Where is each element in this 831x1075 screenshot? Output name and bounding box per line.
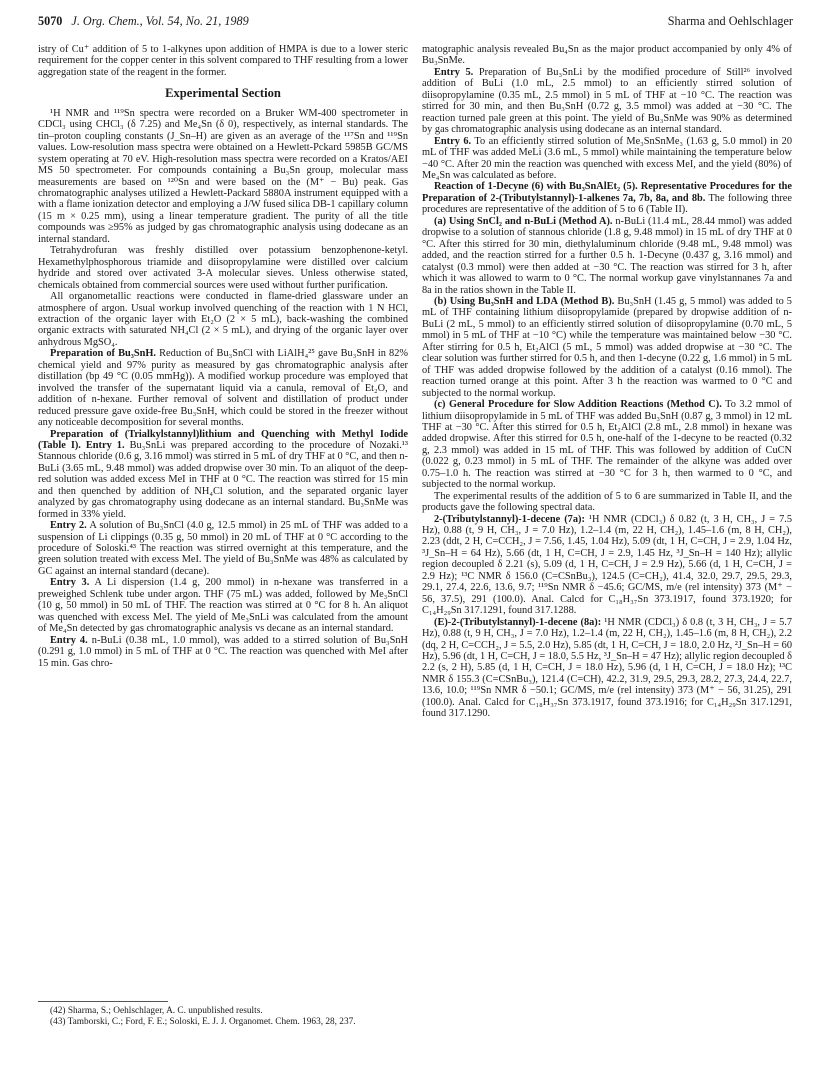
entry2-lead: Entry 2. [50, 520, 87, 532]
organometallic-paragraph: All organometallic reactions were conducted in flame-dried glassware under an atmosphere of argon. Usual workup involved quenching of the reaction with 1 N HCl, extraction of the organic layer with Et₂O (2 × 5 mL), back-washing the combined organic extracts with saturated NH₄Cl (2 × 5 mL), and drying of the organic layer over anhydrous MgSO₄. [38, 291, 408, 348]
method-a-lead: (a) Using SnCl₂ and n-BuLi (Method A). [434, 215, 613, 227]
entry3-paragraph [38, 577, 408, 634]
entry4-paragraph [38, 635, 408, 669]
entry3-lead: Entry 3. [50, 577, 90, 589]
compound-7a-lead: 2-(Tributylstannyl)-1-decene (7a): [434, 513, 585, 525]
method-a-paragraph [422, 216, 792, 296]
header-left [38, 14, 249, 29]
prep-bu3snh-paragraph [38, 348, 408, 428]
compound-8a-paragraph [422, 617, 792, 720]
journal-citation: J. Org. Chem., Vol. 54, No. 21, 1989 [71, 14, 249, 28]
footnote-43: (43) Tamborski, C.; Ford, F. E.; Soloski, E. J. J. Organomet. Chem. 1963, 28, 237. [50, 1016, 356, 1027]
entry1-paragraph [38, 429, 408, 521]
compound-7a-body: ¹H NMR (CDCl₃) δ 0.82 (t, 3 H, CH₃, J = 7.5 Hz), 0.88 (t, 9 H, CH₃, J = 7.0 Hz), 1.2–1.4 (m, 22 H, CH₂), 1.45–1.6 (m, 8 H, CH₂), 2.23 (ddt, 2 H, C=CCH₂, J = 7.56, 1.45, 1.04 Hz), 5.09 (dt, 1 H, C=CH, J = 2.9, 1.04 Hz, ³J_Sn–H = 64 Hz), 5.66 (dt, 1 H, C=CH, J = 2.9, 1.45 Hz, ³J_Sn–H = 140 Hz); allylic region decoupled δ 2.21 (s), 5.09 (d, 1 H, C=CH, J = 2.9 Hz), 5.66 (d, 1 H, C=CH, J = 2.9 Hz); ¹³C NMR δ 156.0 (C=CSnBu₃), 124.5 (C=CH₂), 41.4, 32.0, 29.7, 29.5, 29.3, 29.1, 27.4, 22.6, 13.6, 9.7; ¹¹⁹Sn NMR δ −45.6; GC/MS, m/e (rel intensity) 373 (M⁺ − 56, 37.5), 291 (100.0). Anal. Calcd for C₁₈H₃₇Sn 373.1917, found 373.1920; for C₁₄H₂₉Sn 317.1291, found 317.1288. [422, 513, 792, 617]
footnotes [38, 1001, 408, 1027]
entry6-paragraph [422, 136, 792, 182]
thf-paragraph: Tetrahydrofuran was freshly distilled over potassium benzophenone-ketyl. Hexamethylphosphorous triamide and diisopropylamine were distilled over calcium hydride and stored over activated 3-A molecular sieves. Unless otherwise stated, chemicals obtained from commercial sources were used without further purification. [38, 245, 408, 291]
prep-bu3snh-body: Reduction of Bu₃SnCl with LiAlH₄²⁵ gave Bu₃SnH in 82% chemical yield and 97% purity as measured by gas chromatographic analysis after distillation (bp 49 °C (0.05 mmHg)). A modified workup procedure was employed that involved the transfer of the supernatant liquid via a canula, removal of Et₂O, and addition of n-hexane. Further removal of solvent and distillation of product under reduced pressure gave oxide-free Bu₃SnH, which could be stored in the freezer without any noticeable decomposition for several months. [38, 348, 408, 429]
right-column [422, 44, 792, 1069]
entry2-paragraph [38, 520, 408, 577]
left-column [38, 44, 408, 1034]
nmr-paragraph: ¹H NMR and ¹¹⁹Sn spectra were recorded on a Bruker WM-400 spectrometer in CDCl₃ using CHCl₃ (δ 7.25) and Me₄Sn (δ 0), respectively, as internal standards. The tin–proton coupling constants (J_Sn–H) are given as an average of the ¹¹⁷Sn and ¹¹⁹Sn values. Low-resolution mass spectra were obtained on a Hewlett-Pckard 5985B GC/MS system operating at 70 eV. High-resolution mass spectra were recorded on a Kratos/AEI MS 50 spectrometer. For compounds containing a Bu₃Sn group, molecular mass measurements are based on ¹²⁰Sn and were based on the (M⁺ − Bu) peak. Gas chromatographic analyses utilized a Hewlett-Packard 5880A instrument equipped with a with a flame ionization detector and employing a J/W fused silica DB-1 capillary column (15 m × 0.25 mm), using a linear temperature gradient. The purity of all the title compounds was ≥95% as judged by gas chromatographic analysis using dodecane as an internal standard. [38, 107, 408, 245]
footnote-rule [38, 1001, 168, 1002]
intro-paragraph: istry of Cu⁺ addition of 5 to 1-alkynes upon addition of HMPA is due to a lower steric requirement for the copper center in this solvent compared to THF resulting from a lower aggregation state of the reagent in the former. [38, 44, 408, 78]
method-b-paragraph [422, 296, 792, 399]
method-c-lead: (c) General Procedure for Slow Addition Reactions (Method C). [434, 399, 722, 411]
footnote-42: (42) Sharma, S.; Oehlschlager, A. C. unpublished results. [50, 1006, 263, 1016]
compound-8a-lead: (E)-2-(Tributylstannyl)-1-decene (8a): [434, 616, 602, 628]
page-number: 5070 [38, 14, 63, 28]
entry4-body: n-BuLi (0.38 mL, 1.0 mmol), was added to a stirred solution of Bu₃SnH (0.291 g, 1.0 mmol) in 5 mL of THF at 0 °C. The reaction was quenched with MeI after 15 min. Gas chro- [38, 634, 409, 669]
entry2-body: A solution of Bu₃SnCl (4.0 g, 12.5 mmol) in 25 mL of THF was added to a suspension of Li clippings (0.35 g, 50 mmol) in 20 mL of THF at 0 °C according to the procedure of Soloski.⁴³ The reaction was stirred overnight at this temperature, and the green solution treated with excess MeI. The yield of Bu₃SnMe was 48% as calculated by GC against an internal standard (decane). [38, 520, 409, 577]
compound-8a-body: ¹H NMR (CDCl₃) δ 0.8 (t, 3 H, CH₃, J = 5.7 Hz), 0.88 (t, 9 H, CH₃, J = 7.0 Hz), 1.2–1.4 (m, 22 H, CH₂), 1.45–1.6 (m, 8 H, CH₂), 2.2 (dq, 2 H, C=CCH₂, J = 5.5, 2.0 Hz), 5.85 (dt, 1 H, C=CH, J = 18.0, 2.0 Hz, ²J_Sn–H = 60 Hz), 5.96 (dt, 1 H, C=CH, J = 18.0, 5.5 Hz, ³J_Sn–H = 47 Hz); allylic region decoupled δ 2.2 (s, 2 H), 5.85 (d, 1 H, C=CH, J = 18.0 Hz), 5.96 (d, 1 H, C=CH, J = 18.0 Hz); ¹³C NMR δ 155.3 (C=CSnBu₃), 121.4 (C=CH), 42.2, 31.9, 29.5, 29.3, 28.2, 27.3, 24.4, 22.7, 13.6, 10.0; ¹¹⁹Sn NMR δ −50.1; GC/MS, m/e (rel intensity) 373 (M⁺ − 56, 31.25), 291 (100.0). Anal. Calcd for C₁₈H₃₇Sn 373.1917, found 373.1916; for C₁₄H₂₉Sn 317.1291, found 317.1290. [422, 616, 792, 720]
section-title: Experimental Section [165, 86, 281, 101]
entry5-paragraph [422, 67, 792, 136]
entry1-lead: Preparation of (Trialkylstannyl)lithium and Quenching with Methyl Iodide (Table I). Entry 1. [38, 428, 408, 451]
method-c-paragraph [422, 399, 792, 491]
method-b-lead: (b) Using Bu₃SnH and LDA (Method B). [434, 295, 615, 307]
results-paragraph: The experimental results of the addition of 5 to 6 are summarized in Table II, and the products gave the following spectral data. [422, 490, 792, 514]
entry5-body: Preparation of Bu₃SnLi by the modified procedure of Still²⁶ involved addition of BuLi (1.0 mL, 2.5 mmol) to an efficiently stirred solution of diisopropylamine (0.35 mL, 2.5 mmol) in 5 mL of THF at −10 °C. The reaction was stirred for 30 min, and then Bu₃SnH (0.72 g, 3.5 mmol) was added at −30 °C. The reaction turned pale green at this point. The yield of Bu₃SnMe was 90% as determined by gas chromatographic analysis using dodecane as an internal standard. [422, 66, 793, 136]
entry6-lead: Entry 6. [434, 135, 472, 147]
compound-7a-paragraph [422, 514, 792, 617]
entry5-lead: Entry 5. [434, 66, 474, 78]
method-b-body: Bu₃SnH (1.45 g, 5 mmol) was added to 5 mL of THF containing lithium diisopropylamide (prepared by dropwise addition of n-BuLi (2 mL, 5 mmol) to an efficiently stirred solution of diisopropylamine (0.70 mL, 5 mmol) in 5 mL of THF at −10 °C) while the temperature was maintained below −30 °C. After stirring for 0.5 h, Et₂AlCl (5 mL, 5 mmol) was added dropwise at −30 °C. The clear solution was further stirred for 0.5 h, and then 1-decyne (0.22 g, 1.6 mmol) in 5 mL of THF was added dropwise followed by the addition of a catalyst (0.16 mmol). The reaction turned orange at this point. After 3 h the reaction was warmed to 0 °C and subjected to the normal workup. [422, 295, 792, 399]
reaction-body: The following three procedures are representative of the addition of 5 to 6 (Table II). [422, 192, 792, 216]
reaction-lead: Reaction of 1-Decyne (6) with Bu₃SnAlEt₂ (5). Representative Procedures for the Preparation of 2-(Tributylstannyl)-1-alkenes 7a, 7b, 8a, and 8b. [422, 181, 792, 204]
entry6-body: To an efficiently stirred solution of Me₃SnSnMe₃ (1.63 g, 5.0 mmol) in 20 mL of THF was added MeLi (3.6 mL, 5 mmol) while maintaining the temperature below −40 °C. After 20 min the reaction was quenched with excess MeI, and the yield (80%) of Me₄Sn was calculated as before. [422, 135, 792, 181]
prep-bu3snh-lead: Preparation of Bu₃SnH. [50, 348, 157, 360]
running-header [38, 14, 793, 32]
continued-paragraph: matographic analysis revealed Bu₄Sn as the major product accompanied by only 4% of Bu₃SnMe. [422, 44, 792, 67]
entry1-body: Bu₃SnLi was prepared according to the procedure of Nozaki.¹³ Stannous chloride (0.6 g, 3.16 mmol) was stirred in 5 mL of dry THF at 0 °C, and then n-BuLi (3.65 mL, 9.48 mmol) was added dropwise over 30 min. To an aliquot of the deep-red solution was added excess MeI in THF at 0 °C. The reaction was stirred for 15 min and then quenched by addition of NH₄Cl solution, and the separated organic layer analyzed by gas chromatography using dodecane as an internal standard. Bu₃SnMe was formed in 33% yield. [38, 439, 408, 520]
method-a-body: n-BuLi (11.4 mL, 28.44 mmol) was added dropwise to a solution of stannous chloride (1.8 g, 9.48 mmol) in 15 mL of dry THF at 0 °C. After this stirred for 30 min, diethylaluminum chloride (9.48 mL, 9.48 mmol) was added, and the reaction stirred for a further 0.5 h. 1-Decyne (0.437 g, 3.16 mmol) and catalyst (0.3 mmol) were then added at −30 °C. The reaction was stirred for 3 h, after which it was allowed to warm to 0 °C. The normal workup gave vinylstannanes 7a and 8a in the ratios shown in the Table II. [422, 215, 792, 296]
method-c-body: To 3.2 mmol of lithium diisopropylamide in 5 mL of THF was added Bu₃SnH (0.87 g, 3 mmol) in 12 mL THF at −30 °C. After this stirred for 0.5 h, Et₂AlCl (2.8 mL, 2.8 mmol) in hexane was added dropwise. After this stirred for 0.5 h, one-half of the 1-decyne to be reacted (0.32 g, 2.3 mmol) was added in 15 mL of THF. This was followed by addition of CuCN (0.022 g, 0.23 mmol) in 5 mL of THF. The remainder of the alkyne was added over 0.75–1.0 h. The reaction was stirred at −30 °C for 3 h, then warmed to 0 °C, and subjected to the normal workup. [422, 399, 792, 491]
header-authors: Sharma and Oehlschlager [667, 14, 793, 28]
entry4-lead: Entry 4. [50, 634, 88, 646]
entry3-body: A Li dispersion (1.4 g, 200 mmol) in n-hexane was transferred in a preweighed Schlenk tube under argon. THF (75 mL) was added, followed by Me₃SnCl (10 g, 50 mmol) in 50 mL of THF. The reaction was stirred at 0 °C for 8 h. An aliquot was quenched with excess MeI. The yield of Me₃SnLi was calculated from the amount of Me₄Sn detected by gas chromatographic analysis vs decane as an internal standard. [38, 577, 409, 635]
reaction-paragraph [422, 181, 792, 215]
